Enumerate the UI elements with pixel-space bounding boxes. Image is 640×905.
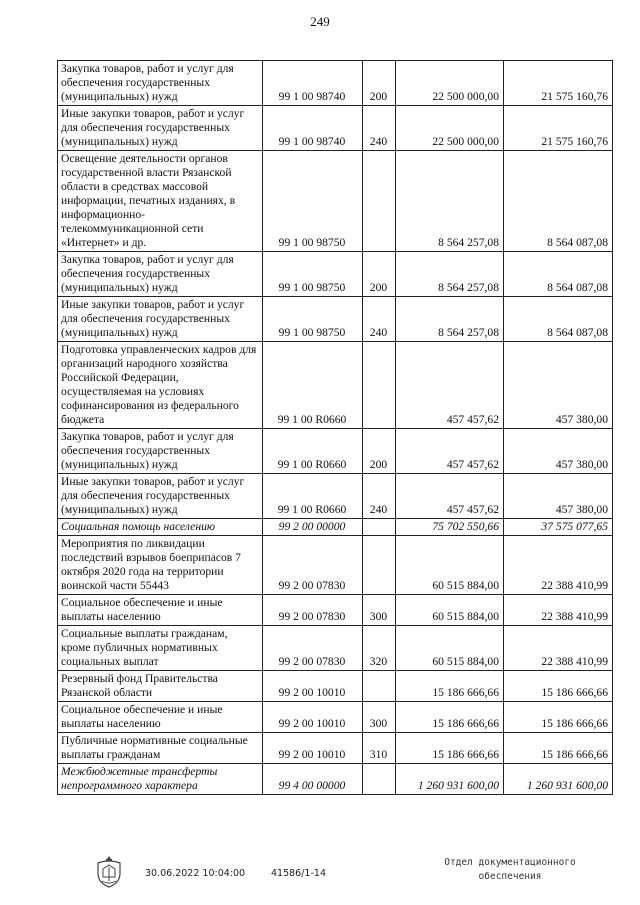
row-executed-sum-cell: 21 575 160,76 <box>504 61 613 106</box>
row-code-cell: 99 1 00 98750 <box>263 151 363 252</box>
row-name-cell: Социальные выплаты гражданам, кроме публичных нормативных социальных выплат <box>58 626 263 671</box>
row-expense-type-cell: 200 <box>363 61 396 106</box>
table-row <box>58 702 613 733</box>
row-code-cell: 99 2 00 10010 <box>263 733 363 764</box>
row-code-cell: 99 2 00 00000 <box>263 519 363 536</box>
row-executed-sum-cell: 457 380,00 <box>504 429 613 474</box>
row-name-cell: Закупка товаров, работ и услуг для обеспечения государственных (муниципальных) нужд <box>58 252 263 297</box>
row-expense-type-cell: 200 <box>363 429 396 474</box>
row-executed-sum-cell: 21 575 160,76 <box>504 106 613 151</box>
table-row <box>58 151 613 252</box>
row-name-cell: Социальное обеспечение и иные выплаты населению <box>58 702 263 733</box>
table-row <box>58 342 613 429</box>
row-approved-sum-cell: 60 515 884,00 <box>396 536 504 595</box>
row-code-cell: 99 2 00 10010 <box>263 702 363 733</box>
row-approved-sum-cell: 60 515 884,00 <box>396 595 504 626</box>
row-executed-sum-cell: 8 564 087,08 <box>504 151 613 252</box>
table-row <box>58 429 613 474</box>
row-code-cell: 99 2 00 07830 <box>263 536 363 595</box>
row-executed-sum-cell: 37 575 077,65 <box>504 519 613 536</box>
stamp-line-2: обеспечения <box>478 871 542 882</box>
row-name-cell: Иные закупки товаров, работ и услуг для обеспечения государственных (муниципальных) нужд <box>58 474 263 519</box>
table-row <box>58 536 613 595</box>
table-row <box>58 519 613 536</box>
row-executed-sum-cell: 8 564 087,08 <box>504 297 613 342</box>
stamp-line-1: Отдел документационного <box>444 857 576 868</box>
footer-datetime: 30.06.2022 10:04:00 <box>145 868 246 879</box>
row-expense-type-cell: 310 <box>363 733 396 764</box>
row-expense-type-cell: 240 <box>363 106 396 151</box>
row-expense-type-cell: 240 <box>363 474 396 519</box>
table-row <box>58 764 613 795</box>
table-row <box>58 733 613 764</box>
table-row <box>58 626 613 671</box>
row-name-cell: Подготовка управленческих кадров для организаций народного хозяйства Российской Федерации, осуществляемая на условиях софинансирования из федерального бюджета <box>58 342 263 429</box>
row-expense-type-cell: 300 <box>363 595 396 626</box>
row-approved-sum-cell: 457 457,62 <box>396 342 504 429</box>
table-row <box>58 106 613 151</box>
row-code-cell: 99 2 00 07830 <box>263 626 363 671</box>
row-approved-sum-cell: 22 500 000,00 <box>396 61 504 106</box>
row-code-cell: 99 4 00 00000 <box>263 764 363 795</box>
row-code-cell: 99 1 00 98740 <box>263 106 363 151</box>
row-executed-sum-cell: 15 186 666,66 <box>504 733 613 764</box>
row-name-cell: Публичные нормативные социальные выплаты гражданам <box>58 733 263 764</box>
row-name-cell: Освещение деятельности органов государственной власти Рязанской области в средствах массовой информации, печатных изданиях, в информационно-телекоммуникационной сети «Интернет» и др. <box>58 151 263 252</box>
row-approved-sum-cell: 15 186 666,66 <box>396 671 504 702</box>
row-expense-type-cell <box>363 764 396 795</box>
row-executed-sum-cell: 8 564 087,08 <box>504 252 613 297</box>
row-executed-sum-cell: 15 186 666,66 <box>504 702 613 733</box>
table-row <box>58 61 613 106</box>
row-executed-sum-cell: 15 186 666,66 <box>504 671 613 702</box>
row-approved-sum-cell: 60 515 884,00 <box>396 626 504 671</box>
row-approved-sum-cell: 15 186 666,66 <box>396 702 504 733</box>
row-code-cell: 99 1 00 98740 <box>263 61 363 106</box>
row-expense-type-cell <box>363 519 396 536</box>
row-expense-type-cell <box>363 342 396 429</box>
row-approved-sum-cell: 22 500 000,00 <box>396 106 504 151</box>
row-name-cell: Социальная помощь населению <box>58 519 263 536</box>
row-code-cell: 99 2 00 10010 <box>263 671 363 702</box>
table-row <box>58 671 613 702</box>
row-code-cell: 99 2 00 07830 <box>263 595 363 626</box>
department-stamp <box>430 856 590 884</box>
row-executed-sum-cell: 22 388 410,99 <box>504 626 613 671</box>
row-name-cell: Закупка товаров, работ и услуг для обеспечения государственных (муниципальных) нужд <box>58 61 263 106</box>
row-executed-sum-cell: 22 388 410,99 <box>504 595 613 626</box>
row-code-cell: 99 1 00 R0660 <box>263 429 363 474</box>
row-executed-sum-cell: 22 388 410,99 <box>504 536 613 595</box>
row-name-cell: Закупка товаров, работ и услуг для обеспечения государственных (муниципальных) нужд <box>58 429 263 474</box>
row-executed-sum-cell: 1 260 931 600,00 <box>504 764 613 795</box>
row-approved-sum-cell: 15 186 666,66 <box>396 733 504 764</box>
row-approved-sum-cell: 8 564 257,08 <box>396 252 504 297</box>
row-executed-sum-cell: 457 380,00 <box>504 342 613 429</box>
row-expense-type-cell <box>363 536 396 595</box>
row-name-cell: Иные закупки товаров, работ и услуг для обеспечения государственных (муниципальных) нужд <box>58 297 263 342</box>
row-code-cell: 99 1 00 R0660 <box>263 474 363 519</box>
row-expense-type-cell <box>363 671 396 702</box>
row-name-cell: Резервный фонд Правительства Рязанской области <box>58 671 263 702</box>
row-approved-sum-cell: 75 702 550,66 <box>396 519 504 536</box>
table-row <box>58 474 613 519</box>
row-approved-sum-cell: 457 457,62 <box>396 429 504 474</box>
row-expense-type-cell: 240 <box>363 297 396 342</box>
coat-of-arms-icon <box>94 855 124 889</box>
row-code-cell: 99 1 00 98750 <box>263 297 363 342</box>
page-number: 249 <box>310 14 330 29</box>
row-approved-sum-cell: 457 457,62 <box>396 474 504 519</box>
row-expense-type-cell: 300 <box>363 702 396 733</box>
table-row <box>58 595 613 626</box>
row-approved-sum-cell: 8 564 257,08 <box>396 151 504 252</box>
budget-table <box>57 60 613 795</box>
row-expense-type-cell: 320 <box>363 626 396 671</box>
row-expense-type-cell <box>363 151 396 252</box>
footer-document-number: 41586/1-14 <box>271 868 326 879</box>
row-executed-sum-cell: 457 380,00 <box>504 474 613 519</box>
row-approved-sum-cell: 8 564 257,08 <box>396 297 504 342</box>
row-name-cell: Мероприятия по ликвидации последствий взрывов боеприпасов 7 октября 2020 года на территории воинской части 55443 <box>58 536 263 595</box>
row-name-cell: Межбюджетные трансферты непрограммного характера <box>58 764 263 795</box>
row-approved-sum-cell: 1 260 931 600,00 <box>396 764 504 795</box>
table-row <box>58 297 613 342</box>
budget-table-body <box>58 61 613 795</box>
row-expense-type-cell: 200 <box>363 252 396 297</box>
row-code-cell: 99 1 00 98750 <box>263 252 363 297</box>
table-row <box>58 252 613 297</box>
row-name-cell: Иные закупки товаров, работ и услуг для обеспечения государственных (муниципальных) нужд <box>58 106 263 151</box>
row-name-cell: Социальное обеспечение и иные выплаты населению <box>58 595 263 626</box>
row-code-cell: 99 1 00 R0660 <box>263 342 363 429</box>
